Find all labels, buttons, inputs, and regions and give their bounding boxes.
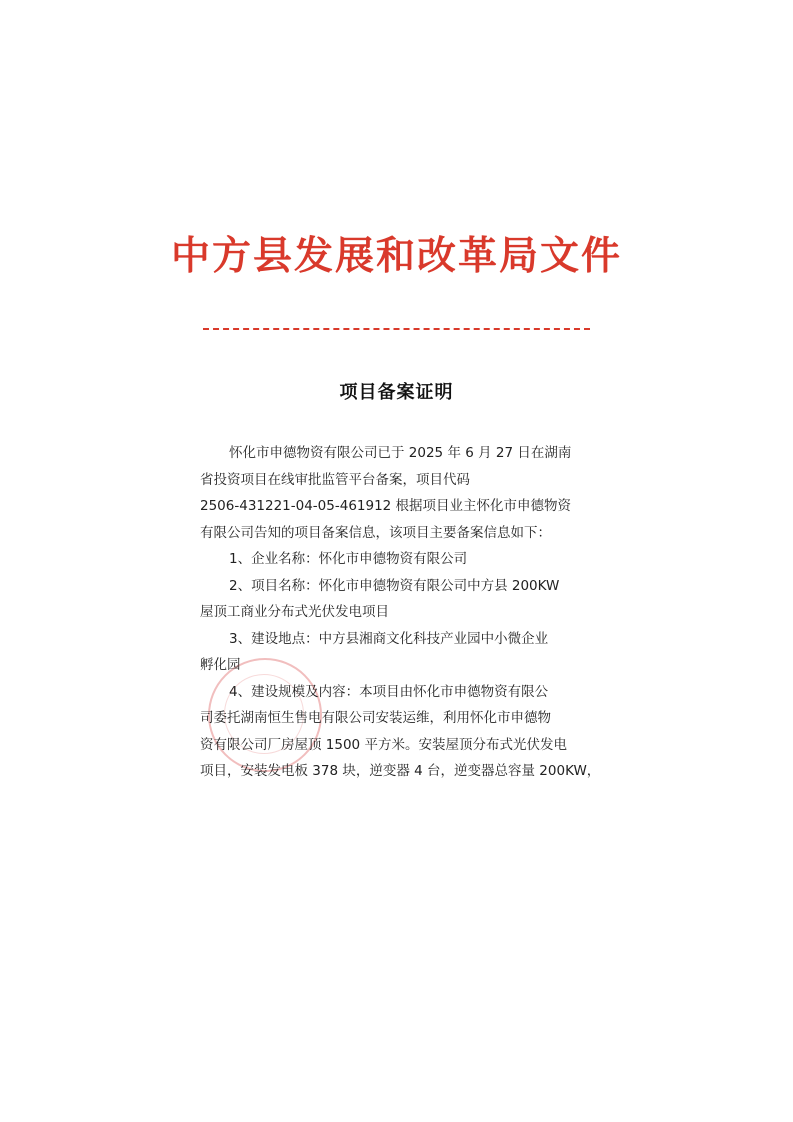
body-line-enterprise-name: 1、企业名称：怀化市申德物资有限公司 [229,551,468,567]
document-body [200,440,601,785]
body-line: 孵化园 [200,657,241,673]
header-divider [203,328,590,330]
body-line-project-name: 2、项目名称：怀化市申德物资有限公司中方县 200KW [229,577,560,594]
body-line: 2506-431221-04-05-461912 根据项目业主怀化市申德物资 [200,498,572,514]
body-line: 项目，安装发电板 378 块，逆变器 4 台，逆变器总容量 200KW， [200,763,601,779]
body-line: 司委托湖南恒生售电有限公司安装运维，利用怀化市申德物 [200,710,551,726]
body-line: 资有限公司厂房屋顶 1500 平方米。安装屋顶分布式光伏发电 [200,736,567,753]
body-line-scale: 4、建设规模及内容：本项目由怀化市申德物资有限公 [229,683,549,700]
body-line: 有限公司告知的项目备案信息，该项目主要备案信息如下： [200,524,551,541]
body-line-location: 3、建设地点：中方县湘商文化科技产业园中小微企业 [229,630,549,647]
document-title: 项目备案证明 [339,382,454,403]
issuing-authority-header: 中方县发展和改革局文件 [170,233,622,279]
body-line: 屋顶工商业分布式光伏发电项目 [200,604,389,620]
body-line: 省投资项目在线审批监管平台备案，项目代码 [200,471,470,488]
body-line: 怀化市申德物资有限公司已于 2025 年 6 月 27 日在湖南 [229,445,572,461]
